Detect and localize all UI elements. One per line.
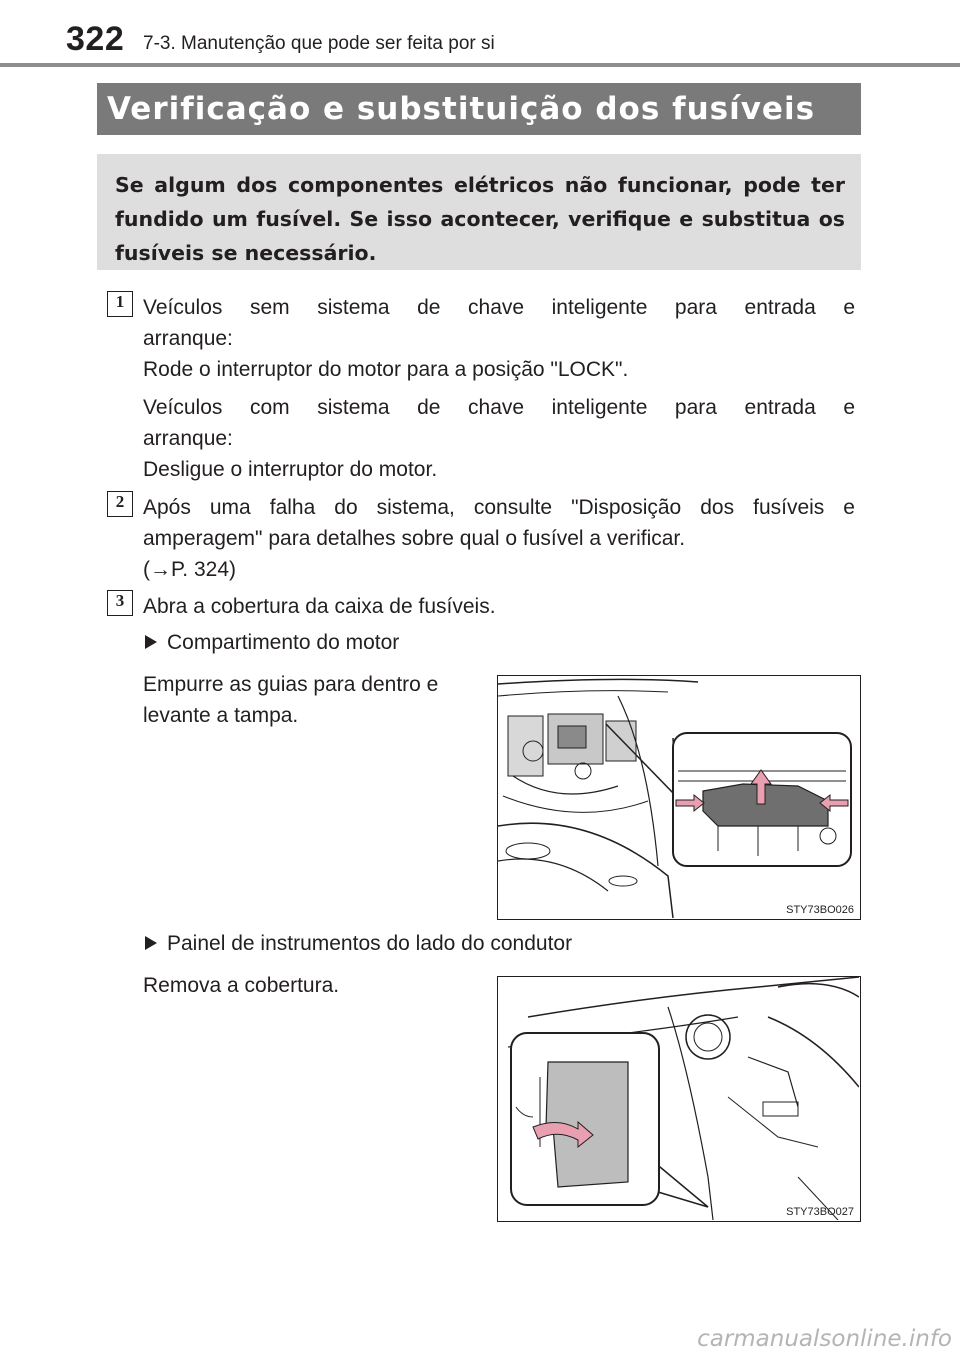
step-2-line-1: Após uma falha do sistema, consulte "Disposição dos fusíveis e [143,496,855,519]
intro-text: Se algum dos componentes elétricos não funcionar, pode ter fundido um fusível. Se isso acontecer, verifique e substitua os fusíveis se necessário. [115,173,845,265]
step-2-number: 2 [107,491,133,517]
step-1-line-3: Rode o interruptor do motor para a posição "LOCK". [143,358,629,381]
step-2-page-reference[interactable]: (→P. 324) [143,558,236,581]
step-3-line-1: Abra a cobertura da caixa de fusíveis. [143,595,496,618]
step-2-line-2: amperagem" para detalhes sobre qual o fusível a verificar. [143,527,686,550]
section-title: Verificação e substituição dos fusíveis [107,91,816,127]
bullet-engine-compartment [145,627,399,658]
step-1-line-5: arranque: [143,427,233,450]
bullet-instrument-panel [145,928,572,959]
step-1-line-6: Desligue o interruptor do motor. [143,458,438,481]
panel-instruction-line-1: Remova a cobertura. [143,974,340,997]
figure-code: STY73BO026 [786,904,854,916]
step-1-line-2: arranque: [143,327,233,350]
step-1-number: 1 [107,291,133,317]
engine-instruction-line-2: levante a tampa. [143,704,299,727]
header-divider [0,63,960,67]
figure-code: STY73BO027 [786,1206,854,1218]
bullet-label: Painel de instrumentos do lado do condutor [167,932,573,955]
figure-engine-compartment [497,675,861,920]
engine-instruction-line-1: Empurre as guias para dentro e [143,673,439,696]
watermark: carmanualsonline.info [697,1326,952,1352]
step-3-number: 3 [107,590,133,616]
page-number: 322 [66,20,125,58]
instrument-panel-illustration [498,977,859,1220]
figure-instrument-panel [497,976,861,1222]
intro-box [97,154,861,270]
chapter-title: 7-3. Manutenção que pode ser feita por si [143,33,495,54]
bullet-triangle-icon [145,936,157,950]
section-title-bar [97,83,861,135]
step-1-line-4: Veículos com sistema de chave inteligente para entrada e [143,396,855,419]
bullet-label: Compartimento do motor [167,631,400,654]
engine-fusebox-illustration [498,676,859,918]
bullet-triangle-icon [145,635,157,649]
step-1-line-1: Veículos sem sistema de chave inteligente para entrada e [143,296,855,319]
